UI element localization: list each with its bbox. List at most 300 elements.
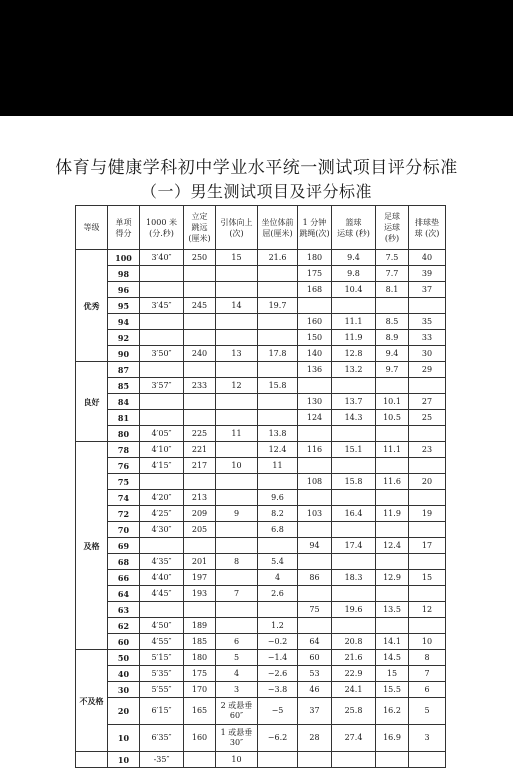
- table-cell: 160: [184, 725, 216, 752]
- column-header: 引体向上 (次): [216, 206, 258, 250]
- table-cell: [298, 458, 332, 474]
- table-cell: -35″: [140, 752, 184, 768]
- table-cell: 6.8: [258, 522, 298, 538]
- table-row: [76, 250, 446, 266]
- table-row: [76, 725, 446, 752]
- table-cell: 11.9: [332, 330, 376, 346]
- table-cell: [216, 490, 258, 506]
- table-cell: [184, 410, 216, 426]
- table-cell: 5′15″: [140, 650, 184, 666]
- table-cell: 16.4: [332, 506, 376, 522]
- table-cell: 2 或悬垂 60″: [216, 698, 258, 725]
- table-cell: 10.4: [332, 282, 376, 298]
- table-row: [76, 298, 446, 314]
- table-cell: 4′10″: [140, 442, 184, 458]
- table-cell: 140: [298, 346, 332, 362]
- table-cell: −5: [258, 698, 298, 725]
- table-cell: [409, 618, 446, 634]
- table-cell: [140, 314, 184, 330]
- table-cell: 11.1: [376, 442, 409, 458]
- level-cell: [76, 752, 108, 768]
- table-cell: 6: [409, 682, 446, 698]
- table-row: [76, 362, 446, 378]
- table-cell: [298, 490, 332, 506]
- table-cell: 21.6: [258, 250, 298, 266]
- table-cell: 17: [409, 538, 446, 554]
- table-cell: [332, 586, 376, 602]
- table-cell: 7.5: [376, 250, 409, 266]
- table-cell: 9.4: [332, 250, 376, 266]
- table-cell: 12.9: [376, 570, 409, 586]
- table-cell: 233: [184, 378, 216, 394]
- table-row: [76, 752, 446, 768]
- table-cell: 221: [184, 442, 216, 458]
- column-header: 等级: [76, 206, 108, 250]
- table-cell: [376, 554, 409, 570]
- table-cell: [298, 618, 332, 634]
- score-cell: 100: [108, 250, 140, 266]
- table-cell: 8.9: [376, 330, 409, 346]
- score-cell: 60: [108, 634, 140, 650]
- table-cell: [216, 330, 258, 346]
- table-cell: 15.8: [258, 378, 298, 394]
- table-cell: 4′20″: [140, 490, 184, 506]
- table-row: [76, 634, 446, 650]
- table-cell: 5: [409, 698, 446, 725]
- table-cell: [409, 586, 446, 602]
- table-cell: [140, 362, 184, 378]
- table-cell: [216, 618, 258, 634]
- table-row: [76, 378, 446, 394]
- table-cell: 60: [298, 650, 332, 666]
- table-cell: [216, 602, 258, 618]
- table-cell: 160: [298, 314, 332, 330]
- table-cell: 11.1: [332, 314, 376, 330]
- table-cell: [258, 394, 298, 410]
- score-cell: 64: [108, 586, 140, 602]
- table-cell: 14: [216, 298, 258, 314]
- table-row: [76, 698, 446, 725]
- table-cell: 4: [258, 570, 298, 586]
- table-cell: [298, 586, 332, 602]
- table-cell: 23: [409, 442, 446, 458]
- table-header-row: [76, 206, 446, 250]
- score-cell: 87: [108, 362, 140, 378]
- table-cell: [298, 298, 332, 314]
- table-cell: 4′25″: [140, 506, 184, 522]
- table-cell: 13.8: [258, 426, 298, 442]
- table-cell: [184, 538, 216, 554]
- table-cell: −6.2: [258, 725, 298, 752]
- table-cell: [184, 752, 216, 768]
- table-cell: 13.7: [332, 394, 376, 410]
- table-cell: 28: [298, 725, 332, 752]
- table-cell: 5.4: [258, 554, 298, 570]
- table-cell: [216, 522, 258, 538]
- column-header: 1000 米 (分.秒): [140, 206, 184, 250]
- table-cell: 22.9: [332, 666, 376, 682]
- table-row: [76, 570, 446, 586]
- score-cell: 66: [108, 570, 140, 586]
- score-cell: 85: [108, 378, 140, 394]
- table-cell: [258, 282, 298, 298]
- table-cell: 86: [298, 570, 332, 586]
- table-cell: 9.6: [258, 490, 298, 506]
- table-cell: 180: [298, 250, 332, 266]
- table-cell: [298, 522, 332, 538]
- table-cell: [409, 490, 446, 506]
- table-cell: 9.8: [332, 266, 376, 282]
- table-cell: 13.2: [332, 362, 376, 378]
- table-row: [76, 586, 446, 602]
- table-cell: 213: [184, 490, 216, 506]
- table-row: [76, 506, 446, 522]
- table-cell: 64: [298, 634, 332, 650]
- table-cell: 5′35″: [140, 666, 184, 682]
- table-cell: [216, 266, 258, 282]
- table-cell: [258, 330, 298, 346]
- score-cell: 69: [108, 538, 140, 554]
- table-row: [76, 538, 446, 554]
- score-cell: 63: [108, 602, 140, 618]
- table-cell: [332, 426, 376, 442]
- table-cell: [216, 314, 258, 330]
- table-cell: 6′35″: [140, 725, 184, 752]
- table-cell: 245: [184, 298, 216, 314]
- table-cell: 14.3: [332, 410, 376, 426]
- table-row: [76, 426, 446, 442]
- column-header: 排球垫 球 (次): [409, 206, 446, 250]
- table-cell: 250: [184, 250, 216, 266]
- table-cell: [332, 554, 376, 570]
- table-cell: 19: [409, 506, 446, 522]
- table-cell: [376, 618, 409, 634]
- table-cell: 6′15″: [140, 698, 184, 725]
- table-cell: 37: [409, 282, 446, 298]
- table-cell: 10: [409, 634, 446, 650]
- table-cell: 180: [184, 650, 216, 666]
- table-cell: 8: [216, 554, 258, 570]
- table-cell: 116: [298, 442, 332, 458]
- table-cell: 8.5: [376, 314, 409, 330]
- table-cell: 6: [216, 634, 258, 650]
- table-cell: [376, 298, 409, 314]
- table-cell: 175: [298, 266, 332, 282]
- table-cell: [216, 442, 258, 458]
- score-cell: 40: [108, 666, 140, 682]
- table-cell: [332, 490, 376, 506]
- level-cell: 优秀: [76, 250, 108, 362]
- table-cell: 124: [298, 410, 332, 426]
- table-cell: 4′15″: [140, 458, 184, 474]
- table-cell: 39: [409, 266, 446, 282]
- table-cell: 136: [298, 362, 332, 378]
- table-cell: [216, 474, 258, 490]
- table-cell: [258, 752, 298, 768]
- score-cell: 95: [108, 298, 140, 314]
- table-cell: 1.2: [258, 618, 298, 634]
- score-cell: 68: [108, 554, 140, 570]
- table-cell: 17.8: [258, 346, 298, 362]
- score-cell: 76: [108, 458, 140, 474]
- column-header: 1 分钟 跳绳(次): [298, 206, 332, 250]
- table-row: [76, 282, 446, 298]
- table-row: [76, 458, 446, 474]
- table-cell: [140, 394, 184, 410]
- table-cell: 103: [298, 506, 332, 522]
- table-cell: 29: [409, 362, 446, 378]
- table-row: [76, 522, 446, 538]
- table-cell: −3.8: [258, 682, 298, 698]
- table-row: [76, 394, 446, 410]
- table-cell: 13: [216, 346, 258, 362]
- table-cell: −1.4: [258, 650, 298, 666]
- score-cell: 80: [108, 426, 140, 442]
- table-cell: [216, 570, 258, 586]
- table-cell: 3′57″: [140, 378, 184, 394]
- score-cell: 30: [108, 682, 140, 698]
- score-cell: 90: [108, 346, 140, 362]
- table-row: [76, 442, 446, 458]
- table-cell: 1 或悬垂 30″: [216, 725, 258, 752]
- column-header: 篮球 运球 (秒): [332, 206, 376, 250]
- table-cell: 3′45″: [140, 298, 184, 314]
- table-cell: [298, 426, 332, 442]
- table-cell: 20: [409, 474, 446, 490]
- table-cell: 46: [298, 682, 332, 698]
- table-cell: 27: [409, 394, 446, 410]
- score-cell: 72: [108, 506, 140, 522]
- score-table-wrapper: [75, 205, 445, 765]
- score-cell: 94: [108, 314, 140, 330]
- table-row: [76, 266, 446, 282]
- table-cell: 16.9: [376, 725, 409, 752]
- table-cell: [376, 490, 409, 506]
- table-cell: 3: [409, 725, 446, 752]
- table-cell: [409, 554, 446, 570]
- table-cell: 9: [216, 506, 258, 522]
- table-cell: [376, 522, 409, 538]
- score-cell: 70: [108, 522, 140, 538]
- table-cell: [258, 410, 298, 426]
- table-cell: 209: [184, 506, 216, 522]
- table-cell: 3′50″: [140, 346, 184, 362]
- table-cell: 225: [184, 426, 216, 442]
- table-cell: 240: [184, 346, 216, 362]
- table-row: [76, 314, 446, 330]
- table-cell: 189: [184, 618, 216, 634]
- table-cell: 4: [216, 666, 258, 682]
- table-cell: [258, 266, 298, 282]
- table-cell: 4′35″: [140, 554, 184, 570]
- table-cell: [140, 602, 184, 618]
- table-row: [76, 554, 446, 570]
- table-cell: [140, 330, 184, 346]
- table-cell: 11.9: [376, 506, 409, 522]
- table-cell: 217: [184, 458, 216, 474]
- table-cell: [332, 378, 376, 394]
- level-cell: 不及格: [76, 650, 108, 752]
- table-cell: 15: [376, 666, 409, 682]
- table-row: [76, 682, 446, 698]
- table-cell: 185: [184, 634, 216, 650]
- table-cell: [140, 410, 184, 426]
- table-cell: 165: [184, 698, 216, 725]
- document-page: [0, 116, 513, 765]
- document-subtitle: （一）男生测试项目及评分标准: [140, 182, 372, 201]
- table-cell: 8.2: [258, 506, 298, 522]
- table-cell: 17.4: [332, 538, 376, 554]
- column-header: 足球 运球 (秒): [376, 206, 409, 250]
- table-cell: [376, 752, 409, 768]
- table-cell: 9.7: [376, 362, 409, 378]
- table-cell: [184, 282, 216, 298]
- table-cell: [376, 458, 409, 474]
- table-cell: [298, 752, 332, 768]
- table-cell: 94: [298, 538, 332, 554]
- table-cell: 108: [298, 474, 332, 490]
- column-header: 单项 得分: [108, 206, 140, 250]
- table-cell: 201: [184, 554, 216, 570]
- table-cell: 15.8: [332, 474, 376, 490]
- table-cell: 193: [184, 586, 216, 602]
- table-body: [76, 250, 446, 768]
- table-row: [76, 602, 446, 618]
- table-cell: 4′30″: [140, 522, 184, 538]
- score-table: [75, 205, 446, 768]
- table-cell: 15.1: [332, 442, 376, 458]
- table-cell: 4′05″: [140, 426, 184, 442]
- table-cell: 19.7: [258, 298, 298, 314]
- table-cell: 5′55″: [140, 682, 184, 698]
- table-cell: [376, 586, 409, 602]
- table-cell: 18.3: [332, 570, 376, 586]
- table-cell: −0.2: [258, 634, 298, 650]
- table-cell: 8: [409, 650, 446, 666]
- table-cell: 10.1: [376, 394, 409, 410]
- table-row: [76, 666, 446, 682]
- score-cell: 62: [108, 618, 140, 634]
- table-cell: 4′40″: [140, 570, 184, 586]
- table-cell: 12: [216, 378, 258, 394]
- table-cell: [184, 330, 216, 346]
- table-cell: 19.6: [332, 602, 376, 618]
- table-cell: 7: [409, 666, 446, 682]
- table-cell: [216, 394, 258, 410]
- table-cell: [376, 426, 409, 442]
- table-cell: [258, 474, 298, 490]
- score-cell: 92: [108, 330, 140, 346]
- table-cell: [409, 378, 446, 394]
- table-cell: 75: [298, 602, 332, 618]
- table-cell: 10: [216, 458, 258, 474]
- score-cell: 84: [108, 394, 140, 410]
- table-cell: 130: [298, 394, 332, 410]
- table-cell: [216, 362, 258, 378]
- table-cell: [184, 314, 216, 330]
- table-cell: 9.4: [376, 346, 409, 362]
- table-cell: 11: [258, 458, 298, 474]
- table-cell: [184, 474, 216, 490]
- table-cell: [376, 378, 409, 394]
- table-cell: 12.8: [332, 346, 376, 362]
- table-cell: [184, 266, 216, 282]
- table-cell: 13.5: [376, 602, 409, 618]
- table-cell: 7: [216, 586, 258, 602]
- table-cell: 4′50″: [140, 618, 184, 634]
- table-cell: [184, 362, 216, 378]
- table-cell: [258, 602, 298, 618]
- table-cell: [298, 554, 332, 570]
- table-cell: 37: [298, 698, 332, 725]
- table-cell: 33: [409, 330, 446, 346]
- score-cell: 81: [108, 410, 140, 426]
- table-cell: 150: [298, 330, 332, 346]
- table-cell: 15.5: [376, 682, 409, 698]
- table-cell: 10.5: [376, 410, 409, 426]
- score-cell: 78: [108, 442, 140, 458]
- table-row: [76, 618, 446, 634]
- column-header: 立定 跳远 (厘米): [184, 206, 216, 250]
- table-cell: [258, 538, 298, 554]
- table-cell: [216, 410, 258, 426]
- table-cell: [140, 538, 184, 554]
- table-cell: 2.6: [258, 586, 298, 602]
- table-cell: 15: [409, 570, 446, 586]
- table-cell: [332, 752, 376, 768]
- table-cell: 53: [298, 666, 332, 682]
- table-row: [76, 346, 446, 362]
- table-cell: 170: [184, 682, 216, 698]
- table-cell: 205: [184, 522, 216, 538]
- table-cell: [184, 394, 216, 410]
- score-cell: 98: [108, 266, 140, 282]
- table-cell: [409, 458, 446, 474]
- table-cell: 14.5: [376, 650, 409, 666]
- table-cell: 5: [216, 650, 258, 666]
- score-cell: 10: [108, 725, 140, 752]
- table-cell: 168: [298, 282, 332, 298]
- table-cell: 30: [409, 346, 446, 362]
- table-cell: [332, 522, 376, 538]
- table-cell: 3: [216, 682, 258, 698]
- table-cell: [140, 266, 184, 282]
- table-cell: −2.6: [258, 666, 298, 682]
- score-cell: 74: [108, 490, 140, 506]
- table-cell: 35: [409, 314, 446, 330]
- table-cell: [140, 282, 184, 298]
- table-cell: 40: [409, 250, 446, 266]
- table-row: [76, 330, 446, 346]
- table-cell: 12.4: [258, 442, 298, 458]
- table-cell: [184, 602, 216, 618]
- table-cell: 197: [184, 570, 216, 586]
- table-cell: 4′45″: [140, 586, 184, 602]
- score-cell: 10: [108, 752, 140, 768]
- table-cell: 24.1: [332, 682, 376, 698]
- document-title: 体育与健康学科初中学业水平统一测试项目评分标准: [55, 158, 458, 178]
- table-row: [76, 410, 446, 426]
- top-black-bar: [0, 0, 513, 116]
- table-cell: 11.6: [376, 474, 409, 490]
- table-cell: 8.1: [376, 282, 409, 298]
- table-row: [76, 650, 446, 666]
- table-cell: 3′40″: [140, 250, 184, 266]
- score-cell: 96: [108, 282, 140, 298]
- score-cell: 50: [108, 650, 140, 666]
- table-cell: 20.8: [332, 634, 376, 650]
- table-cell: [258, 314, 298, 330]
